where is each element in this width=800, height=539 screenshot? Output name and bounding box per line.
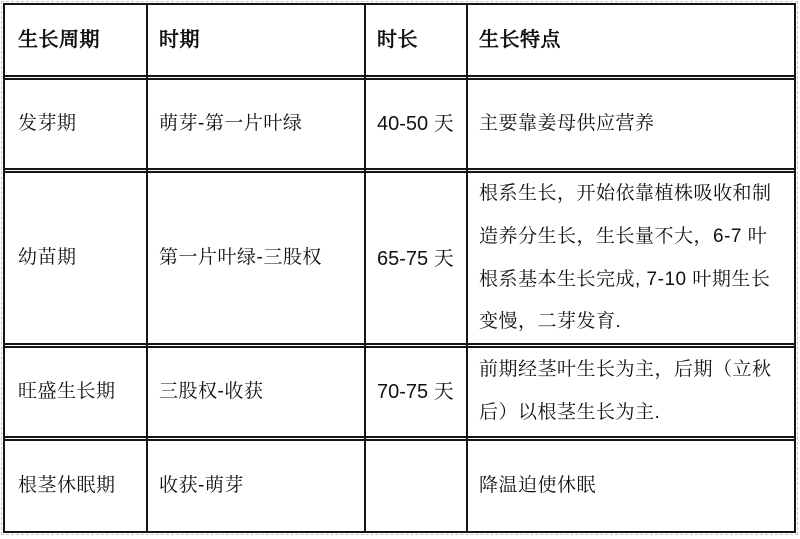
cell-duration bbox=[364, 441, 466, 531]
cell-cycle: 发芽期 bbox=[18, 112, 77, 134]
table-header-row bbox=[5, 5, 794, 80]
table-row bbox=[5, 441, 794, 531]
cell-feature: 降温迫使休眠 bbox=[479, 474, 597, 496]
cell-cycle: 幼苗期 bbox=[18, 247, 77, 269]
column-header-duration: 时长 bbox=[377, 29, 418, 51]
cell-feature: 前期经茎叶生长为主，后期（立秋后）以根茎生长为主. bbox=[479, 359, 772, 423]
cell-period: 萌芽-第一片叶绿 bbox=[159, 112, 303, 134]
column-header-feature: 生长特点 bbox=[479, 29, 561, 51]
table-row bbox=[5, 80, 794, 173]
column-divider bbox=[146, 5, 148, 531]
cell-duration: 65-75 天 bbox=[377, 247, 454, 270]
cell-period: 收获-萌芽 bbox=[159, 474, 244, 496]
column-header-period: 时期 bbox=[159, 29, 200, 51]
growth-cycle-table bbox=[3, 3, 796, 533]
cell-feature: 主要靠姜母供应营养 bbox=[479, 112, 655, 134]
cell-feature: 根系生长，开始依靠植株吸收和制造养分生长，生长量不大，6-7 叶根系基本生长完成, 7-10 叶期生长变慢，二芽发育. bbox=[479, 183, 772, 333]
column-divider bbox=[364, 5, 366, 531]
cell-cycle: 旺盛生长期 bbox=[18, 380, 116, 402]
cell-period: 三股权-收获 bbox=[159, 380, 264, 402]
table-rows bbox=[5, 5, 794, 531]
table-row bbox=[5, 348, 794, 441]
cell-cycle: 根茎休眠期 bbox=[18, 474, 116, 496]
cell-period: 第一片叶绿-三股权 bbox=[159, 247, 322, 269]
table-row bbox=[5, 173, 794, 348]
column-header-cycle: 生长周期 bbox=[18, 29, 100, 51]
cell-duration: 40-50 天 bbox=[377, 113, 454, 135]
column-divider bbox=[466, 5, 468, 531]
cell-duration: 70-75 天 bbox=[377, 381, 454, 403]
